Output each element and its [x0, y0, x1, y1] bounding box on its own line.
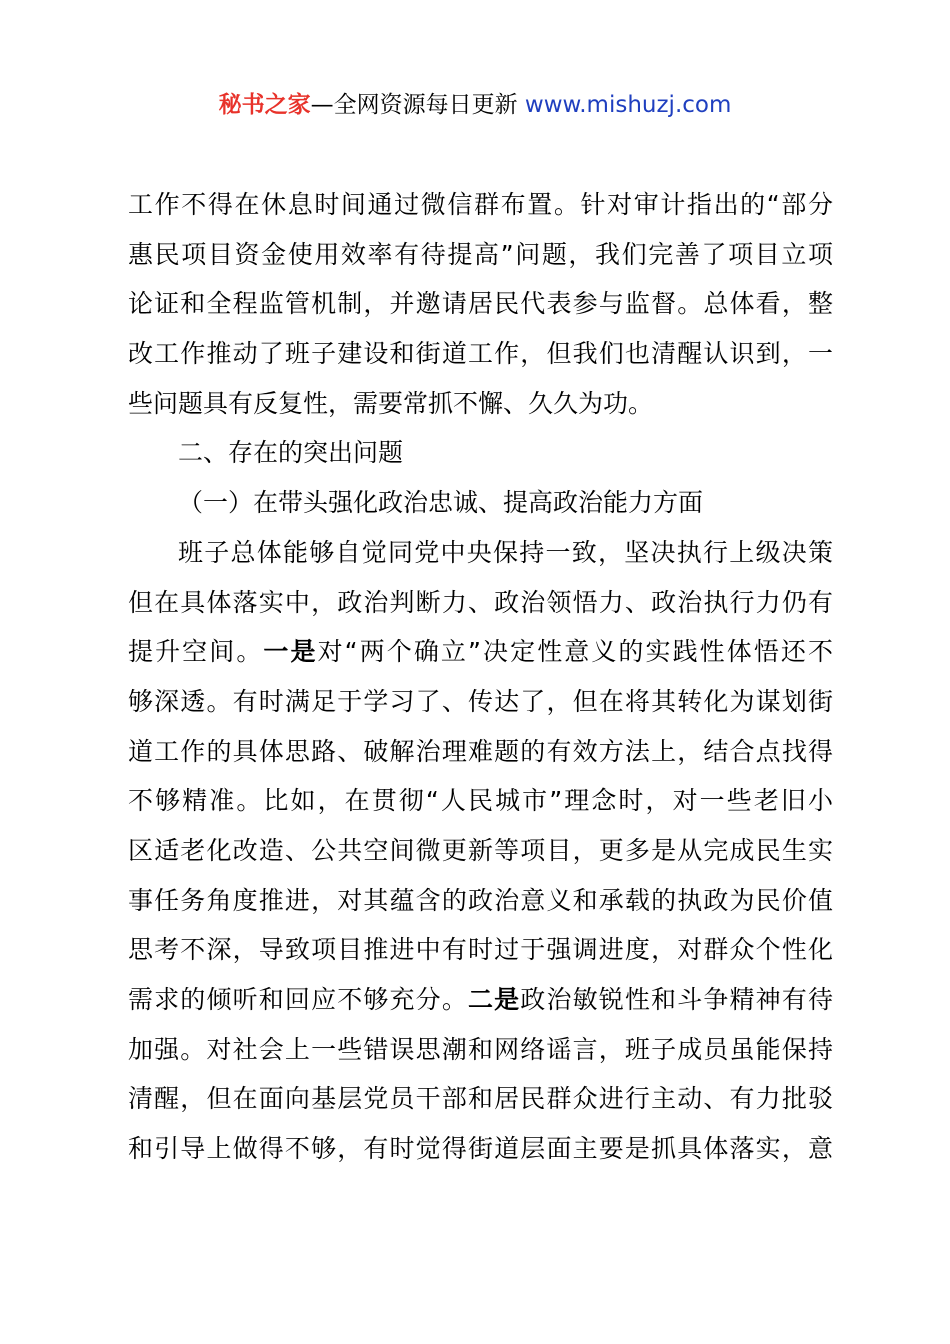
body-line: 惠民项目资金使用效率有待提高”问题，我们完善了项目立项	[128, 239, 833, 269]
body-line: 区适老化改造、公共空间微更新等项目，更多是从完成民生实	[128, 835, 833, 865]
body-line-with-bold	[128, 627, 833, 677]
brand-name: 秘书之家	[218, 92, 311, 118]
section-heading: 二、存在的突出问题	[178, 438, 404, 468]
bold-marker: 二是	[467, 985, 521, 1014]
document-body	[128, 180, 833, 1174]
body-line: 些问题具有反复性，需要常抓不懈、久久为功。	[128, 388, 654, 418]
body-line: 工作不得在休息时间通过微信群布置。针对审计指出的“部分	[128, 190, 833, 219]
body-line: 加强。对社会上一些错误思潮和网络谣言，班子成员虽能保持	[128, 1034, 833, 1064]
body-line: 班子总体能够自觉同党中央保持一致，坚决执行上级决策	[178, 537, 833, 567]
subsection-heading: （一）在带头强化政治忠诚、提高政治能力方面	[178, 488, 704, 518]
body-line: 改工作推动了班子建设和街道工作，但我们也清醒认识到，一	[128, 339, 833, 369]
body-line: 论证和全程监管机制，并邀请居民代表参与监督。总体看，整	[128, 289, 833, 319]
body-line: 道工作的具体思路、破解治理难题的有效方法上，结合点找得	[128, 736, 833, 766]
body-line: 事任务角度推进，对其蕴含的政治意义和承载的执政为民价值	[128, 885, 833, 915]
body-line: 清醒，但在面向基层党员干部和居民群众进行主动、有力批驳	[128, 1084, 833, 1114]
body-line: 但在具体落实中，政治判断力、政治领悟力、政治执行力仍有	[128, 587, 833, 617]
body-line: 不够精准。比如，在贯彻“人民城市”理念时，对一些老旧小	[128, 786, 833, 816]
body-text: 需求的倾听和回应不够充分。	[128, 985, 468, 1014]
body-text: 政治敏锐性和斗争精神有待	[520, 985, 833, 1014]
page-header	[0, 88, 950, 122]
bold-marker: 一是	[263, 637, 318, 667]
body-text: 对“两个确立”决定性意义的实践性体悟还不	[317, 637, 833, 667]
body-line: 思考不深，导致项目推进中有时过于强调进度，对群众个性化	[128, 935, 833, 965]
body-line: 和引导上做得不够，有时觉得街道层面主要是抓具体落实，意	[128, 1134, 833, 1164]
body-line-with-bold	[128, 975, 833, 1025]
body-line: 够深透。有时满足于学习了、传达了，但在将其转化为谋划街	[128, 686, 833, 716]
site-url-link[interactable]: www.mishuzj.com	[524, 92, 732, 118]
header-tagline: —全网资源每日更新	[310, 92, 525, 118]
body-text: 提升空间。	[128, 637, 264, 667]
